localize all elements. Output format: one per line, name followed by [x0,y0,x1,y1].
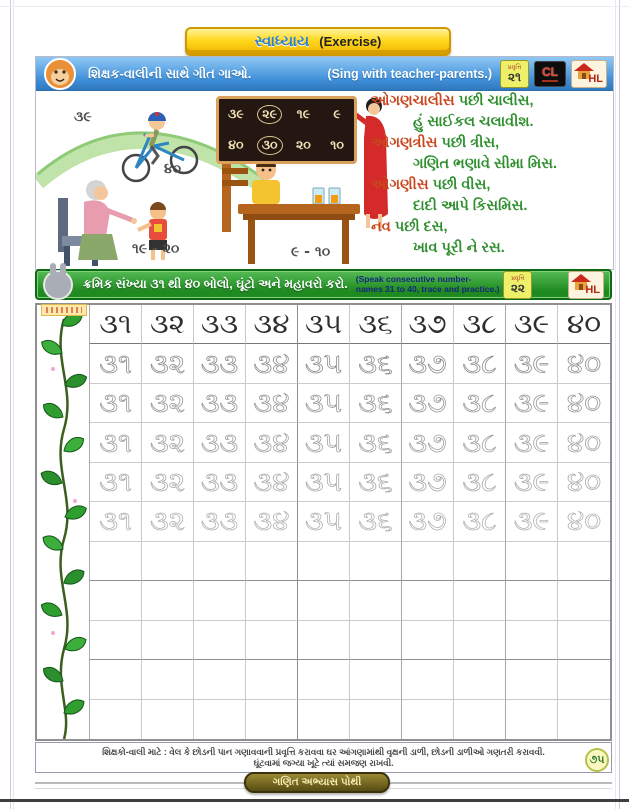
trace-cell-dotted: ૩૮ [454,423,506,462]
trace-cell-solid: ૩૩ [194,305,246,344]
trace-cell-dotted: ૩૮ [454,344,506,383]
trace-cell-empty [298,700,350,739]
trace-cell-dotted: ૩૬ [350,344,402,383]
trace-cell-dotted: ૪૦ [558,423,610,462]
trace-cell-empty [506,542,558,581]
vine-decoration [37,305,89,739]
book-title-badge: ગણિત અભ્યાસ પોથી [244,772,390,793]
trace-cell-empty [90,660,142,699]
sing-exercise-section [35,56,614,270]
trace-cell-solid: ૩૭ [402,305,454,344]
trace-cell-solid: ૩૨ [142,305,194,344]
trace-cell-empty [90,581,142,620]
frame-line-left-outer [10,0,11,809]
trace-cell-dotted: ૩૪ [246,463,298,502]
trace-cell-dotted: ૩૭ [402,384,454,423]
trace-cell-empty [350,581,402,620]
grandma-label-19-20: ૧૯ - ૨૦ [132,241,180,257]
trace-cell-empty [246,700,298,739]
trace-cell-dotted: ૩૮ [454,463,506,502]
page-title [185,27,451,56]
trace-cell-dotted: ૪૦ [558,502,610,541]
monkey-avatar-icon [44,58,76,90]
trace-cell-dotted: ૩૭ [402,502,454,541]
trace-cell-dotted: ૩૧ [90,344,142,383]
trace-cell-empty [246,621,298,660]
trace-cell-empty [454,581,506,620]
teacher-note-line1: શિક્ષકો-વાલી માટે : વેલ કે છોડની પાન ગણાવવાની પ્રવૃત્તિ કરાવવા ઘર આંગણામાંથી વૃક્ષની ડાળી, છોડની ડાળીઓ ગણતરી કરાવવી. [102,747,545,757]
trace-cell-dotted: ૩૫ [298,423,350,462]
trace-cell-dotted: ૩૧ [90,463,142,502]
circled-number: ૩૦ [257,136,283,155]
trace-cell-empty [90,700,142,739]
trace-cell-empty [402,581,454,620]
trace-cell-empty [194,621,246,660]
trace-cell-empty [402,621,454,660]
trace-cell-empty [194,660,246,699]
trace-cell-empty [246,542,298,581]
rhyme-text [371,91,609,259]
trace-cell-empty [142,542,194,581]
sing-instruction-english: (Sing with teacher-parents.) [327,66,492,81]
bike-label-40: ૪૦ [164,161,182,177]
trace-cell-dotted: ૩૯ [506,423,558,462]
trace-cell-empty [142,621,194,660]
trace-cell-dotted: ૩૮ [454,384,506,423]
trace-cell-empty [506,660,558,699]
trace-cell-solid: ૩૮ [454,305,506,344]
trace-cell-empty [90,621,142,660]
trace-cell-dotted: ૪૦ [558,384,610,423]
trace-cell-dotted: ૩૫ [298,384,350,423]
trace-instruction-english: (Speak consecutive number- names 31 to 40, trace and practice.) [355,274,500,294]
trace-cell-dotted: ૪૦ [558,463,610,502]
trace-cell-dotted: ૩૩ [194,344,246,383]
trace-cell-solid: ૪૦ [558,305,610,344]
rhyme-line: ઓગણીસ પછી વીસ, [371,177,491,193]
frame-line-bottom [0,799,629,802]
trace-cell-solid: ૩૬ [350,305,402,344]
frame-line-right-outer [619,0,620,809]
number-tracing-grid-section [35,303,612,741]
trace-cell-dotted: ૩૬ [350,502,402,541]
trace-cell-empty [246,581,298,620]
trace-cell-dotted: ૩૧ [90,502,142,541]
trace-cell-empty [506,700,558,739]
trace-cell-dotted: ૩૩ [194,384,246,423]
trace-cell-dotted: ૩૫ [298,344,350,383]
title-english: (Exercise) [319,34,382,49]
trace-cell-empty [194,542,246,581]
trace-instruction-gujarati: ક્રમિક સંખ્યા ૩૧ થી ૪૦ બોલો, ઘૂંટો અને મહાવરો કરો. [83,277,348,291]
trace-cell-empty [454,700,506,739]
trace-cell-dotted: ૩૪ [246,344,298,383]
trace-cell-empty [350,700,402,739]
sing-badges [500,60,607,88]
trace-cell-dotted: ૩૨ [142,384,194,423]
sing-instruction-bar [36,57,613,91]
trace-cell-dotted: ૩૨ [142,344,194,383]
trace-cell-solid: ૩૫ [298,305,350,344]
cl-underline [542,80,558,82]
trace-cell-empty [142,581,194,620]
frame-line-left-inner [13,0,14,809]
activity-number-badge-21: પ્રવૃત્તિ ૨૧ [500,60,529,88]
rhyme-line: ઓગણત્રીસ પછી ત્રીસ, [371,135,500,151]
frame-line-right-inner [615,0,616,809]
rhyme-line: ખાવ પૂરી ને રસ. [413,240,505,256]
trace-cell-empty [402,542,454,581]
trace-cell-empty [402,700,454,739]
trace-cell-empty [558,700,610,739]
rhyme-line: હું સાઈકલ ચલાવીશ. [413,114,534,130]
trace-cell-empty [402,660,454,699]
trace-cell-empty [298,542,350,581]
desk-label-9-10: ૯ - ૧૦ [291,244,331,260]
trace-cell-dotted: ૩૪ [246,384,298,423]
trace-cell-dotted: ૩૨ [142,423,194,462]
trace-cell-empty [298,660,350,699]
trace-cell-empty [506,621,558,660]
trace-cell-dotted: ૩૧ [90,423,142,462]
trace-cell-dotted: ૩૬ [350,384,402,423]
activity-number-badge-22: પ્રવૃત્તિ ૨૨ [503,271,532,299]
trace-cell-empty [454,660,506,699]
trace-instruction-bar [35,269,612,300]
trace-cell-empty [558,660,610,699]
trace-cell-empty [194,700,246,739]
trace-cell-dotted: ૩૪ [246,423,298,462]
rhyme-line: ગણિત ભણાવે સીમા મિસ. [413,156,558,172]
blackboard: ૩૯ ૨૯ ૧૯ ૯ ૪૦ ૩૦ ૨૦ ૧૦ [216,96,357,164]
corner-sticker [41,304,87,316]
trace-cell-dotted: ૩૭ [402,423,454,462]
trace-cell-empty [142,660,194,699]
trace-cell-dotted: ૩૪ [246,502,298,541]
trace-cell-dotted: ૩૩ [194,463,246,502]
circled-number: ૨૯ [257,105,282,124]
rhyme-line: ઓગણચાલીસ પછી ચાલીસ, [371,93,534,109]
trace-cell-empty [558,542,610,581]
cl-badge: CL [534,61,566,87]
trace-cell-dotted: ૩૬ [350,463,402,502]
trace-cell-empty [350,542,402,581]
frame-line-top [0,6,629,7]
hl-home-badge: HL [568,271,604,299]
trace-cell-empty [246,660,298,699]
teacher-note-box [35,742,612,773]
trace-cell-dotted: ૩૬ [350,423,402,462]
trace-cell-empty [90,542,142,581]
trace-cell-empty [558,581,610,620]
trace-cell-empty [350,660,402,699]
trace-cell-dotted: ૩૫ [298,502,350,541]
trace-cell-empty [558,621,610,660]
trace-cell-empty [506,581,558,620]
trace-cell-dotted: ૩૯ [506,344,558,383]
page-number-badge: ૭૫ [585,748,609,772]
trace-cell-empty [350,621,402,660]
rhyme-line: દાદી આપે કિસમિસ. [413,198,528,214]
trace-cell-empty [298,581,350,620]
bike-label-39: ૩૯ [74,109,92,125]
hl-home-badge: HL [571,60,607,88]
trace-cell-dotted: ૩૮ [454,502,506,541]
trace-cell-dotted: ૩૩ [194,423,246,462]
sing-instruction-gujarati: શિક્ષક-વાલીની સાથે ગીત ગાઓ. [88,65,252,81]
trace-cell-dotted: ૪૦ [558,344,610,383]
trace-cell-dotted: ૩૯ [506,502,558,541]
trace-cell-dotted: ૩૨ [142,502,194,541]
trace-cell-solid: ૩૧ [90,305,142,344]
trace-cell-solid: ૩૯ [506,305,558,344]
rhyme-line: નવ પછી દસ, [371,219,448,235]
trace-cell-empty [142,700,194,739]
trace-cell-dotted: ૩૯ [506,463,558,502]
trace-cell-empty [194,581,246,620]
trace-cell-dotted: ૩૧ [90,384,142,423]
teacher-note-line2: ઘૂંટવામાં જગ્યા ખૂટે ત્યાં સમજણ રાખવી. [253,758,394,768]
trace-cell-dotted: ૩૩ [194,502,246,541]
trace-cell-dotted: ૩૭ [402,463,454,502]
trace-cell-empty [298,621,350,660]
rabbit-avatar-icon [43,270,73,300]
trace-cell-dotted: ૩૨ [142,463,194,502]
trace-grid [89,305,610,739]
trace-cell-empty [454,542,506,581]
title-gujarati: સ્વાધ્યાય [254,33,310,50]
trace-cell-dotted: ૩૫ [298,463,350,502]
trace-cell-solid: ૩૪ [246,305,298,344]
trace-cell-empty [454,621,506,660]
trace-cell-dotted: ૩૭ [402,344,454,383]
trace-cell-dotted: ૩૯ [506,384,558,423]
